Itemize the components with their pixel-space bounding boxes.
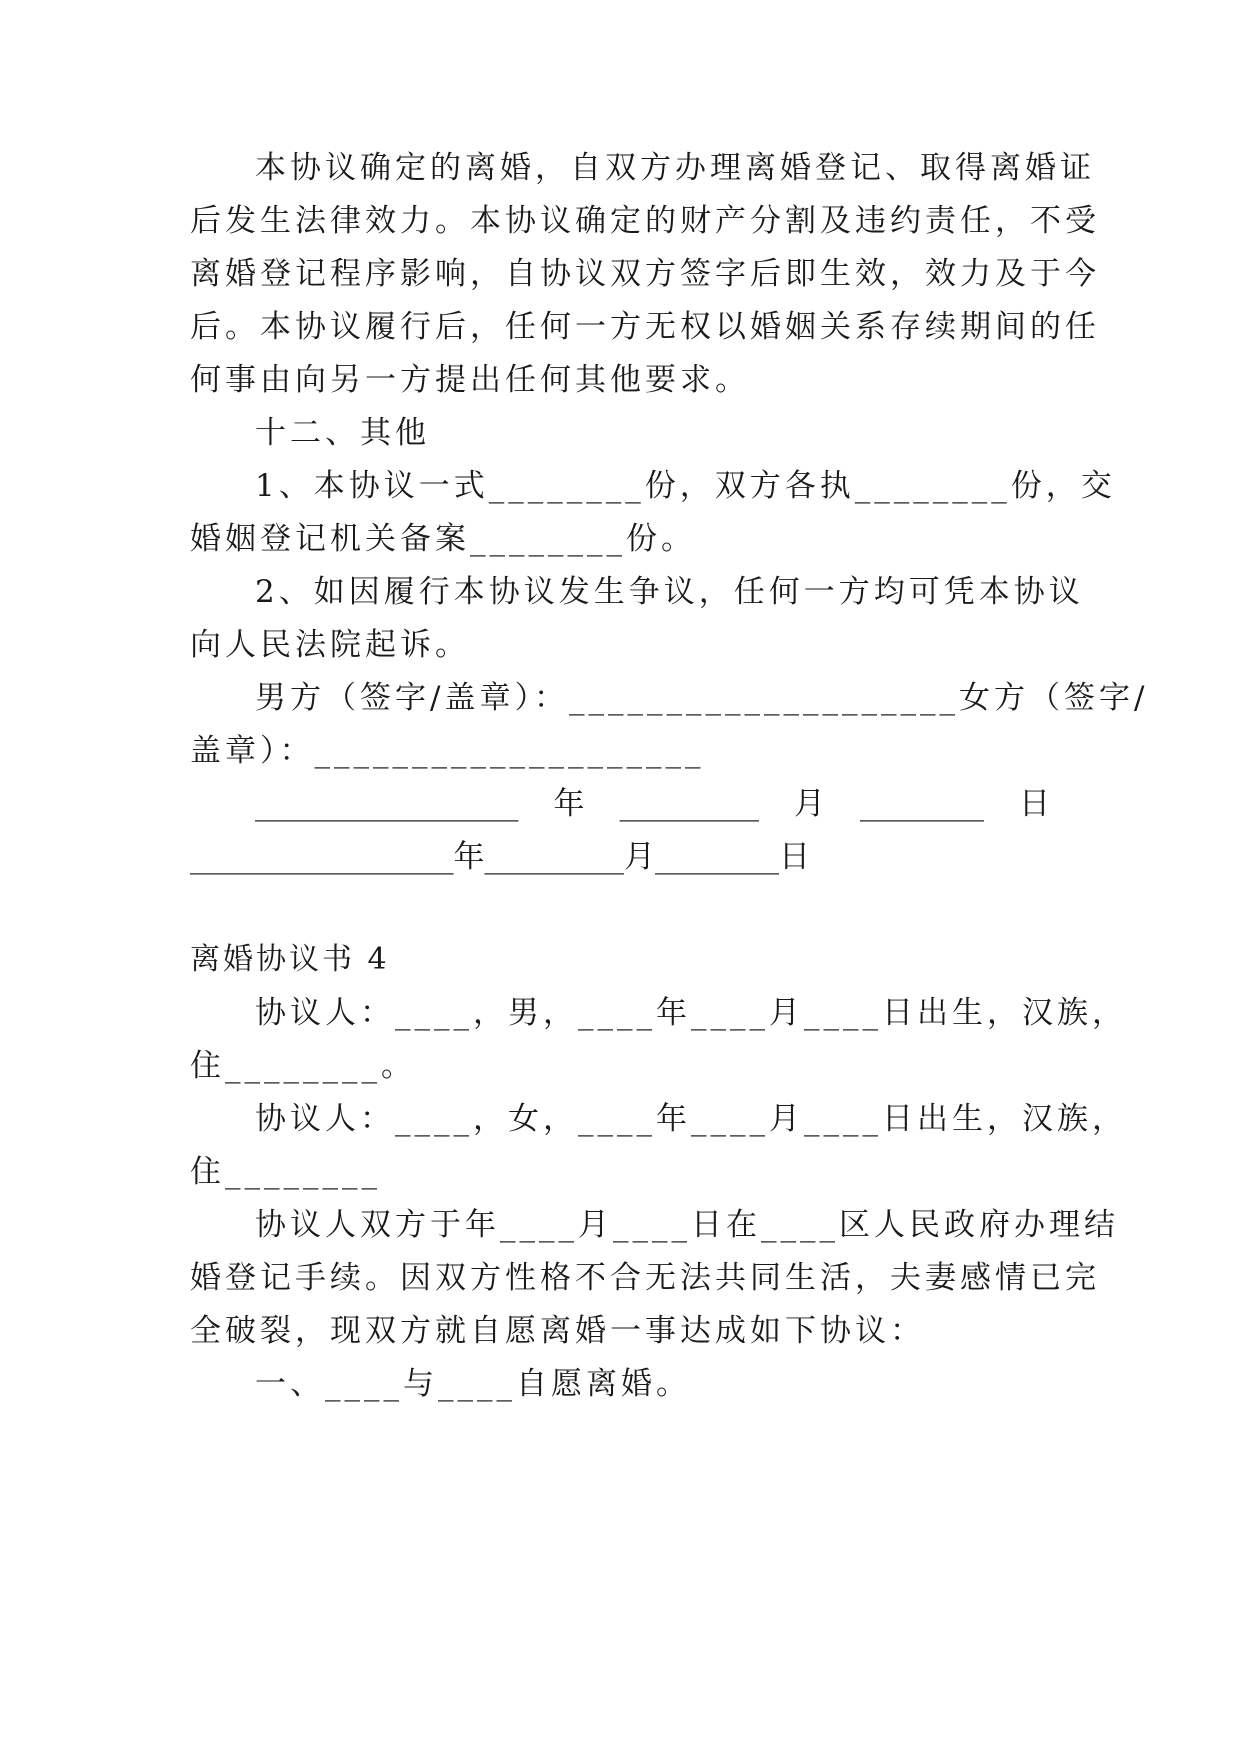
paragraph-line: 婚姻登记机关备案________份。 bbox=[190, 521, 696, 557]
paragraph-line: 协议人：____，男，____年____月____日出生，汉族， bbox=[255, 995, 1127, 1031]
date-blank: _________________ bbox=[255, 786, 519, 822]
date-blank: _________ bbox=[619, 786, 759, 822]
paragraph-line: 本协议确定的离婚，自双方办理离婚登记、取得离婚证 bbox=[255, 150, 1095, 186]
paragraph-line: 向人民法院起诉。 bbox=[190, 627, 470, 663]
signature-line: 男方（签字/盖章）：____________________女方（签字/ bbox=[255, 680, 1149, 716]
paragraph-line: 2、如因履行本协议发生争议，任何一方均可凭本协议 bbox=[255, 574, 1084, 610]
date-line: _________________年_________月________日 bbox=[190, 839, 810, 875]
paragraph-line: 住________。 bbox=[190, 1048, 416, 1084]
date-line bbox=[255, 784, 1050, 824]
section-heading: 十二、其他 bbox=[255, 415, 430, 451]
paragraph-line: 住________ bbox=[190, 1154, 381, 1190]
paragraph-line: 后。本协议履行后，任何一方无权以婚姻关系存续期间的任 bbox=[190, 309, 1100, 345]
paragraph-line: 协议人双方于年____月____日在____区人民政府办理结 bbox=[255, 1207, 1119, 1243]
paragraph-line: 协议人：____，女，____年____月____日出生，汉族， bbox=[255, 1101, 1127, 1137]
paragraph-line: 一、____与____自愿离婚。 bbox=[255, 1366, 691, 1402]
date-year-label: 年 bbox=[553, 786, 585, 822]
paragraph-line: 婚登记手续。因双方性格不合无法共同生活，夫妻感情已完 bbox=[190, 1260, 1100, 1296]
date-blank: ________ bbox=[860, 786, 984, 822]
paragraph-line: 离婚登记程序影响，自协议双方签字后即生效，效力及于今 bbox=[190, 256, 1100, 292]
paragraph-line: 何事由向另一方提出任何其他要求。 bbox=[190, 362, 750, 398]
document-title: 离婚协议书 4 bbox=[190, 942, 390, 977]
paragraph-line: 全破裂，现双方就自愿离婚一事达成如下协议： bbox=[190, 1313, 925, 1349]
date-day-label: 日 bbox=[1019, 786, 1050, 822]
paragraph-line: 后发生法律效力。本协议确定的财产分割及违约责任，不受 bbox=[190, 203, 1100, 239]
signature-line: 盖章）：____________________ bbox=[190, 733, 705, 769]
paragraph-line: 1、本协议一式________份，双方各执________份，交 bbox=[255, 468, 1116, 504]
date-month-label: 月 bbox=[794, 786, 825, 822]
